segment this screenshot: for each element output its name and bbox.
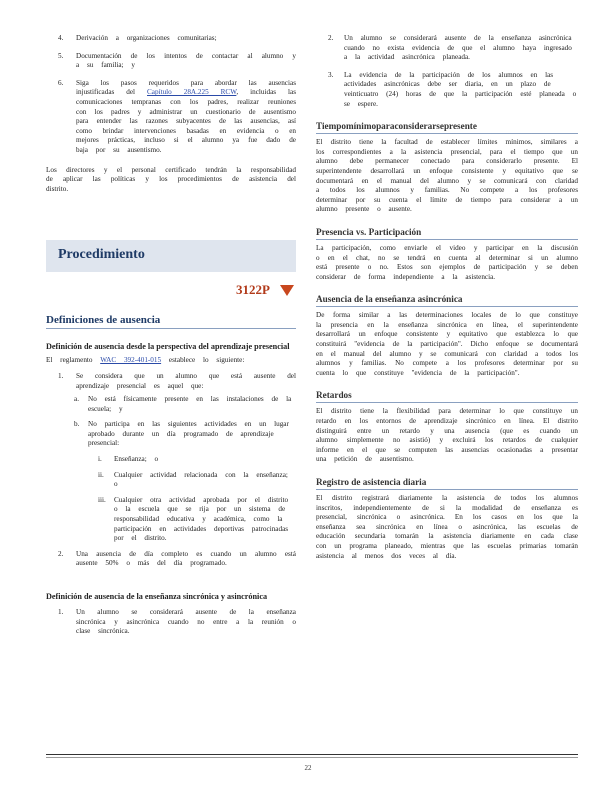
page-number: 22 [304,764,312,772]
list-item: 2. Una ausencia de día completo es cuando un alumno está ausente 50% o más del día programado. [58,549,296,568]
right-column [316,34,578,561]
list-item: ii. Cualquier actividad relacionada con la enseñanza; o [98,470,288,489]
presence-heading: Presencia vs. Participación [316,227,578,240]
tardies-text: El distrito tiene la flexibilidad para determinar lo que constituye un retardo en los entornos de aprendizaje sincrónico en línea. El distrito distinguirá entre un retardo y una ausencia (que es cuando un alumno simplemente no asistió) y excluirá los retardos de cualquier informe en el que se computen las ausencias ocasionadas a presentar una petición de ausentismo. [316,407,578,464]
def-perspective-heading: Definición de ausencia desde la perspectiva del aprendizaje presencial [46,342,290,352]
tardies-heading: Retardos [316,390,578,403]
definitions-heading: Definiciones de ausencia [46,314,296,329]
wac-sentence: El reglamento WAC 392-401-015 establece lo siguiente: [46,356,245,365]
min-time-heading: Tiempomínimoparaconsiderarsepresente [316,121,578,134]
procedure-code-row [46,280,296,302]
triangle-down-icon [280,285,294,296]
min-time-text: El distrito tiene la facultad de establecer límites mínimos, similares a los correspondientes a la asistencia presencial, para el tiempo que un alumno debe permanecer conectado para considerarlo presente. El superintendente desarrollará un enfoque consistente y equitativo que se documentará en el manual del alumno y se comunicará con claridad a todos los alumnos y familias. No compete a los profesores determinar por su cuenta el límite de tiempo para considerar a un alumno presente o ausente. [316,138,578,214]
def-roman-list [88,455,296,544]
procedure-code: 3122P [236,282,270,298]
footer-divider-secondary [46,757,578,758]
list-item: 1. Se considera que un alumno que está ausente del aprendizaje presencial es aquel que: [58,371,296,390]
absence-async-heading: Ausencia de la enseñanza asincrónica [316,294,578,307]
footer-divider [46,754,578,755]
directors-paragraph: Los directores y el personal certificado tendrán la responsabilidad de aplicar las políticas y los procedimientos de asistencia del distrito. [46,165,296,193]
list-item: 6. Siga los pasos requeridos para abordar las ausencias injustificadas del Capítulo 28A.225 RCW, incluidas las comunicaciones tempranas con los padres, realizar reuniones con los padres y administrar un cuestionario de ausentismo para entender las razones subyacentes de las ausencias, así como brindar intervenciones basadas en evidencia o en mejores prácticas, incluso si el alumno ya fue dado de baja por su ausentismo. [58,78,296,154]
wac-link[interactable]: WAC 392-401-015 [100,356,162,365]
list-item: 5. Documentación de los intentos de contactar al alumno y a su familia; y [58,51,296,70]
list-item: 4. Derivación a organizaciones comunitarias; [58,34,217,42]
presence-text: La participación, como enviarle el video y participar en la discusión o en el chat, no se tendrá en cuenta al determinar si un alumno está presente o no. Estos son ejemplos de participación y se deben considerar de forma independiente a la asistencia. [316,243,578,281]
procedure-banner [46,240,296,272]
rcw-link[interactable]: Capítulo 28A.225 RCW [147,88,237,97]
daily-attendance-text: El distrito registrará diariamente la asistencia de todos los alumnos inscritos, independientemente de si la modalidad de enseñanza es presencial, sincrónica o asincrónica. En los casos en los que la enseñanza sea sincrónica en línea o asincrónica, las escuelas de educación secundaria tomarán la asistencia diariamente en cada clase con un programa planeado, mientras que las escuelas primarias tomarán asistencia al menos dos veces al día. [316,494,578,560]
list-item: i. Enseñanza; o [98,455,159,464]
list-item: b. No participa en las siguientes actividades en un lugar aprobado durante un día programado de aprendizaje presencial: [74,420,289,448]
list-item: iii. Cualquier otra actividad aprobada por el distrito o la escuela que se rija por un sistema de responsabilidad educativa y académica, como la participación en actividades deportivas patrocinadas por el distrito. [98,495,289,543]
list-item: 2. Un alumno se considerará ausente de la enseñanza asincrónica cuando no exista evidencia de que el alumno haya ingresado a la actividad asincrónica planeada. [328,34,572,62]
def-async-heading: Definición de ausencia de la enseñanza sincrónica y asincrónica [46,592,268,601]
list-item: a. No está físicamente presente en las instalaciones de la escuela; y [74,395,292,413]
list-item: 1. Un alumno se considerará ausente de la enseñanza sincrónica y asincrónica cuando no entre a la reunión o clase sincrónica. [58,608,296,636]
def-sub-list [46,395,296,544]
daily-attendance-heading: Registro de asistencia diaria [316,477,578,490]
left-column [46,34,296,645]
absence-async-text: De forma similar a las determinaciones locales de lo que constituye la presencia en la enseñanza sincrónica en línea, el superintendente desarrollará un enfoque consistente y equitativo que establezca lo que constituirá "evidencia de la participación". Dicho enfoque se documentará en el manual del alumno y se comunicará con claridad a todos los alumnos y familias. No compete a los profesores determinar por su cuenta lo que constituye "evidencia de la participación". [316,311,578,377]
procedure-title: Procedimiento [58,247,145,263]
list-item: 3. La evidencia de la participación de los alumnos en las actividades asincrónicas debe ser diaria, en un plazo de veinticuatro (24) horas de que la participación esté planeada o se espere. [328,70,577,108]
